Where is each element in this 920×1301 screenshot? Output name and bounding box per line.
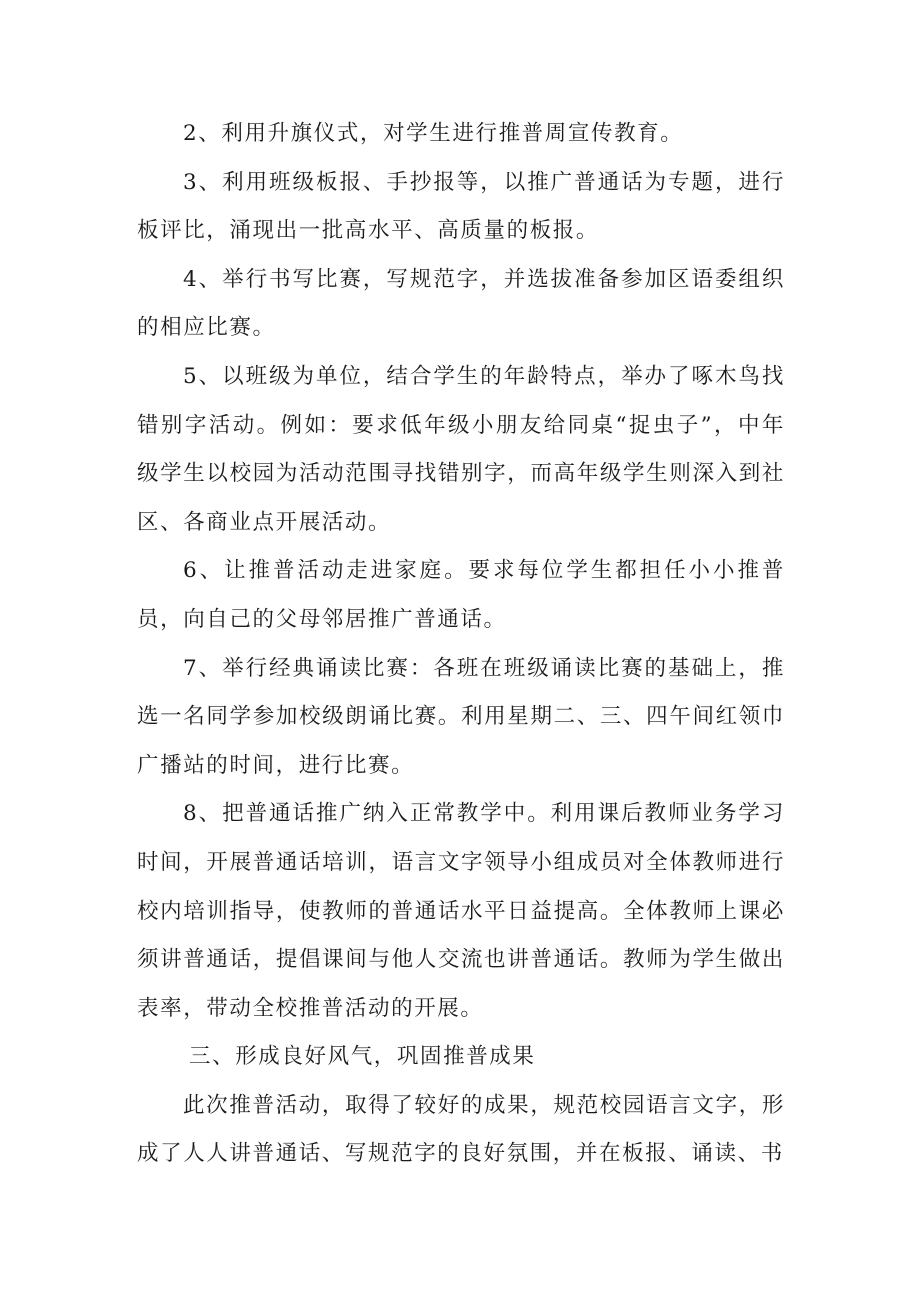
closing-paragraph: 此次推普活动，取得了较好的成果，规范校园语言文字，形成了人人讲普通话、写规范字的良好氛围，并在板报、诵读、书: [137, 1092, 785, 1167]
paragraph-item-4: 4、举行书写比赛，写规范字，并选拔准备参加区语委组织的相应比赛。: [137, 266, 785, 341]
paragraph-item-8: 8、把普通话推广纳入正常教学中。利用课后教师业务学习时间，开展普通话培训，语言文字领导小组成员对全体教师进行校内培训指导，使教师的普通话水平日益提高。全体教师上课必须讲普通话，提倡课间与他人交流也讲普通话。教师为学生做出表率，带动全校推普活动的开展。: [137, 801, 785, 1021]
paragraph-item-2: 2、利用升旗仪式，对学生进行推普周宣传教育。: [183, 121, 684, 146]
section-heading: 三、形成良好风气，巩固推普成果: [189, 1044, 536, 1070]
paragraph-item-5: 5、以班级为单位，结合学生的年龄特点，举办了啄木鸟找错别字活动。例如：要求低年级小朋友给同桌“捉虫子”，中年级学生以校园为活动范围寻找错别字，而高年级学生则深入到社区、各商业点开展活动。: [137, 363, 785, 535]
paragraph-item-7: 7、举行经典诵读比赛：各班在班级诵读比赛的基础上，推选一名同学参加校级朗诵比赛。利用星期二、三、四午间红领巾广播站的时间，进行比赛。: [137, 655, 785, 778]
document-body: [137, 110, 785, 1179]
paragraph-item-6: 6、让推普活动走进家庭。要求每位学生都担任小小推普员，向自己的父母邻居推广普通话。: [137, 558, 785, 632]
paragraph-item-3: 3、利用班级板报、手抄报等，以推广普通话为专题，进行板评比，涌现出一批高水平、高质量的板报。: [137, 169, 785, 244]
